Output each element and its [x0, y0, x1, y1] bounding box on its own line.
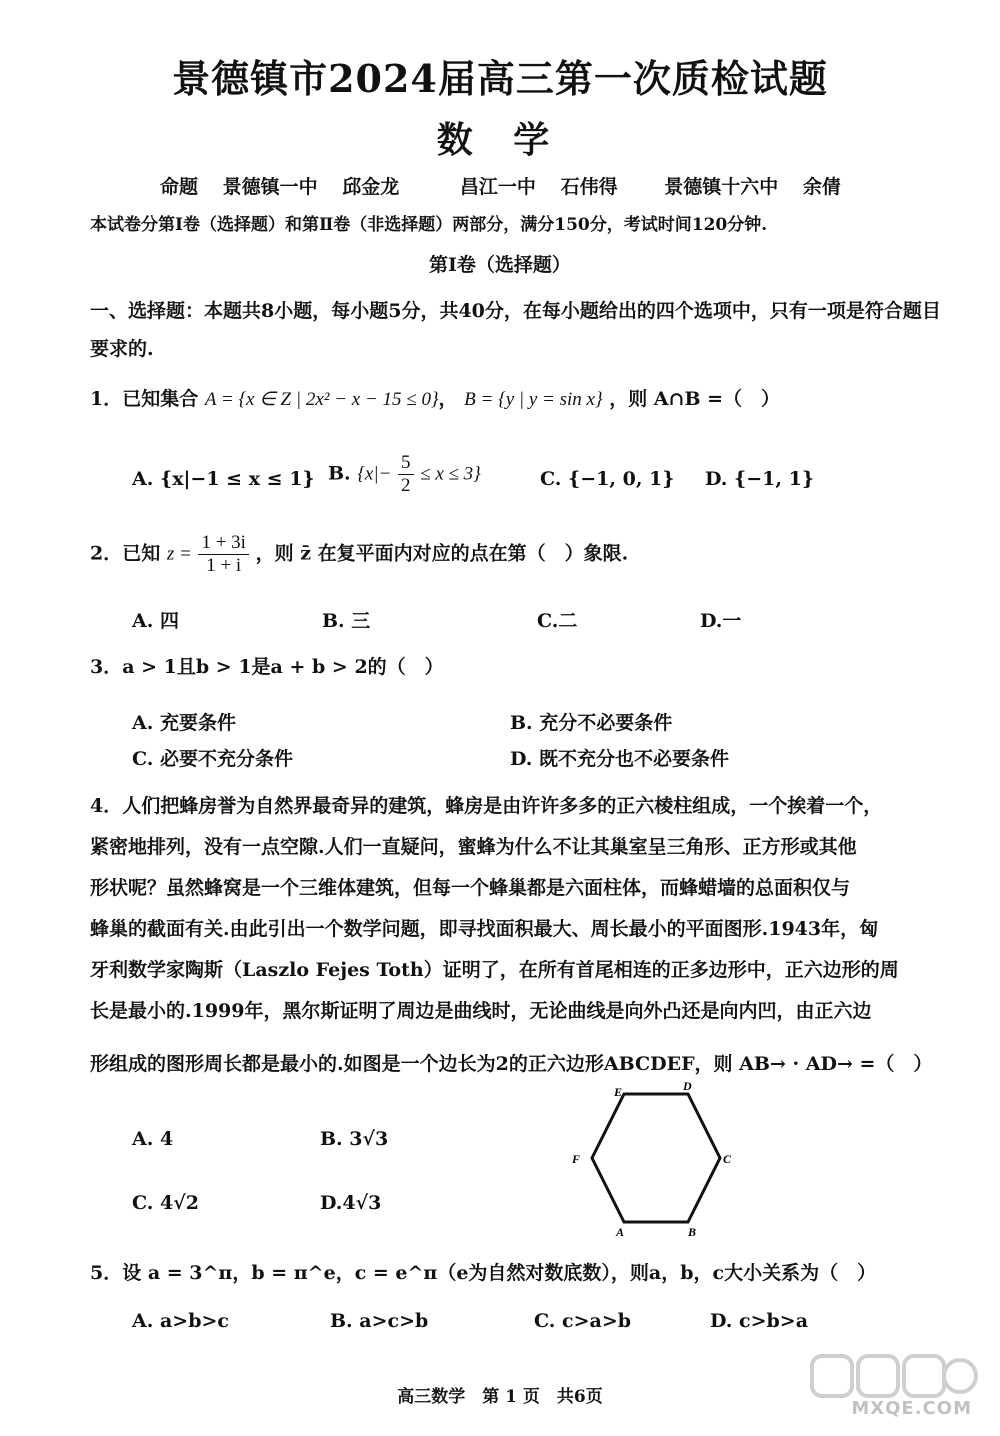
question-1: 1．已知集合 A = {x ∈ Z | 2x² − x − 15 ≤ 0}， B = {y | y = sin x} ，则 A∩B =（ ）	[90, 388, 781, 410]
exam-title: 景德镇市2024届高三第一次质检试题	[172, 56, 828, 101]
q5-option-b: B. a>c>b	[330, 1310, 429, 1332]
q4-option-a: A. 4	[132, 1128, 174, 1150]
q1-option-b-right: ≤ x ≤ 3}	[420, 463, 481, 485]
q2-z: z =	[166, 543, 192, 565]
question-4	[90, 786, 952, 1085]
q1-option-d: D. {−1, 1}	[705, 468, 815, 490]
q1-option-b-num: 5	[398, 452, 414, 475]
q4-line: 长是最小的.1999年，黑尔斯证明了周边是曲线时，无论曲线是向外凸还是向内凹，由正六边	[90, 1000, 872, 1022]
q4-option-c: C. 4√2	[132, 1192, 199, 1214]
q2-num: 1 + 3i	[198, 532, 249, 555]
question-2	[90, 532, 628, 577]
q4-option-d: D.4√3	[320, 1192, 382, 1214]
q4-line: 4．人们把蜂房誉为自然界最奇异的建筑，蜂房是由许许多多的正六棱柱组成，一个挨着一个，	[90, 795, 883, 817]
q3-option-a: A. 充要条件	[132, 712, 236, 734]
q1-prefix: 1．已知集合	[90, 388, 199, 410]
q5-option-a: A. a>b>c	[132, 1310, 229, 1332]
q2-prefix: 2．已知	[90, 542, 161, 565]
q1-option-b	[328, 452, 481, 497]
author-label: 命题	[160, 176, 199, 198]
q2-option-b: B. 三	[322, 610, 371, 632]
q5-option-d: D. c>b>a	[710, 1310, 809, 1332]
q3-option-b: B. 充分不必要条件	[510, 712, 673, 734]
q2-option-a: A. 四	[132, 610, 179, 632]
q1-option-b-den: 2	[401, 475, 411, 496]
hex-label-f: F	[572, 1152, 581, 1166]
q1-set-a: A = {x ∈ Z | 2x² − x − 15 ≤ 0}	[204, 389, 439, 410]
q2-option-c: C.二	[537, 610, 578, 632]
q3-option-c: C. 必要不充分条件	[132, 748, 294, 770]
q4-line: 牙利数学家陶斯（Laszlo Fejes Toth）证明了，在所有首尾相连的正多边形中，正六边形的周	[90, 959, 899, 981]
hexagon-shape	[592, 1094, 720, 1222]
q1-set-b: B = {y | y = sin x}	[464, 389, 603, 410]
q1-ask: ，则 A∩B =（ ）	[609, 388, 781, 410]
author-name-3: 余倩	[802, 176, 841, 198]
author-name-2: 石伟得	[560, 176, 618, 198]
part-heading: 第Ⅰ卷（选择题）	[429, 254, 571, 276]
q5-option-c: C. c>a>b	[534, 1310, 632, 1332]
q4-line: 形状呢？虽然蜂窝是一个三维体建筑，但每一个蜂巢都是六面柱体，而蜂蜡墙的总面积仅与	[90, 877, 851, 899]
q4-option-b: B. 3√3	[320, 1128, 389, 1150]
author-name-1: 邱金龙	[342, 176, 400, 198]
q4-line: 紧密地排列，没有一点空隙.人们一直疑问，蜜蜂为什么不让其巢室呈三角形、正方形或其他	[90, 836, 857, 858]
q4-line: 形组成的图形周长都是最小的.如图是一个边长为2的正六边形ABCDEF，则 AB→ · AD→ =（ ）	[90, 1053, 933, 1075]
q2-fraction	[198, 532, 249, 577]
page-footer: 高三数学 第 1 页 共6页	[397, 1387, 603, 1407]
q2-suffix: ，则 z̄ 在复平面内对应的点在第（ ）象限.	[255, 542, 629, 565]
authors-line	[160, 172, 859, 199]
q3-option-d: D. 既不充分也不必要条件	[510, 748, 730, 770]
exam-notice: 本试卷分第Ⅰ卷（选择题）和第Ⅱ卷（非选择题）两部分，满分150分，考试时间120分钟.	[90, 215, 768, 235]
hex-label-a: A	[616, 1225, 625, 1238]
watermark-text: MXQE.COM	[851, 1398, 972, 1419]
hex-label-e: E	[614, 1085, 623, 1099]
q1-option-b-letter: B.	[328, 462, 351, 485]
author-school-2: 昌江一中	[459, 176, 536, 198]
author-school-1: 景德镇一中	[222, 176, 318, 198]
q1-option-c: C. {−1, 0, 1}	[540, 468, 675, 490]
q1-option-b-left: {x|−	[357, 463, 392, 485]
q1-option-b-fraction	[398, 452, 414, 497]
hex-label-c: C	[723, 1152, 732, 1166]
q4-line: 蜂巢的截面有关.由此引出一个数学问题，即寻找面积最大、周长最小的平面图形.1943年，匈	[90, 918, 879, 940]
section-instructions: 一、选择题：本题共8小题，每小题5分，共40分，在每小题给出的四个选项中，只有一项是符合题目要求的.	[90, 300, 941, 360]
question-3: 3．a > 1且b > 1是a + b > 2的（ ）	[90, 656, 444, 678]
subject-title: 数 学	[436, 119, 564, 161]
q2-den: 1 + i	[206, 555, 242, 576]
q1-option-a: A. {x|−1 ≤ x ≤ 1}	[132, 468, 315, 490]
hex-label-d: D	[683, 1079, 692, 1093]
hexagon-figure	[560, 1078, 750, 1238]
q2-option-d: D.一	[700, 610, 742, 632]
author-school-3: 景德镇十六中	[664, 176, 779, 198]
hex-label-b: B	[688, 1225, 697, 1238]
question-5: 5．设 a = 3^π，b = π^e，c = e^π（e为自然对数底数），则a，b，c大小关系为（ ）	[90, 1262, 877, 1284]
